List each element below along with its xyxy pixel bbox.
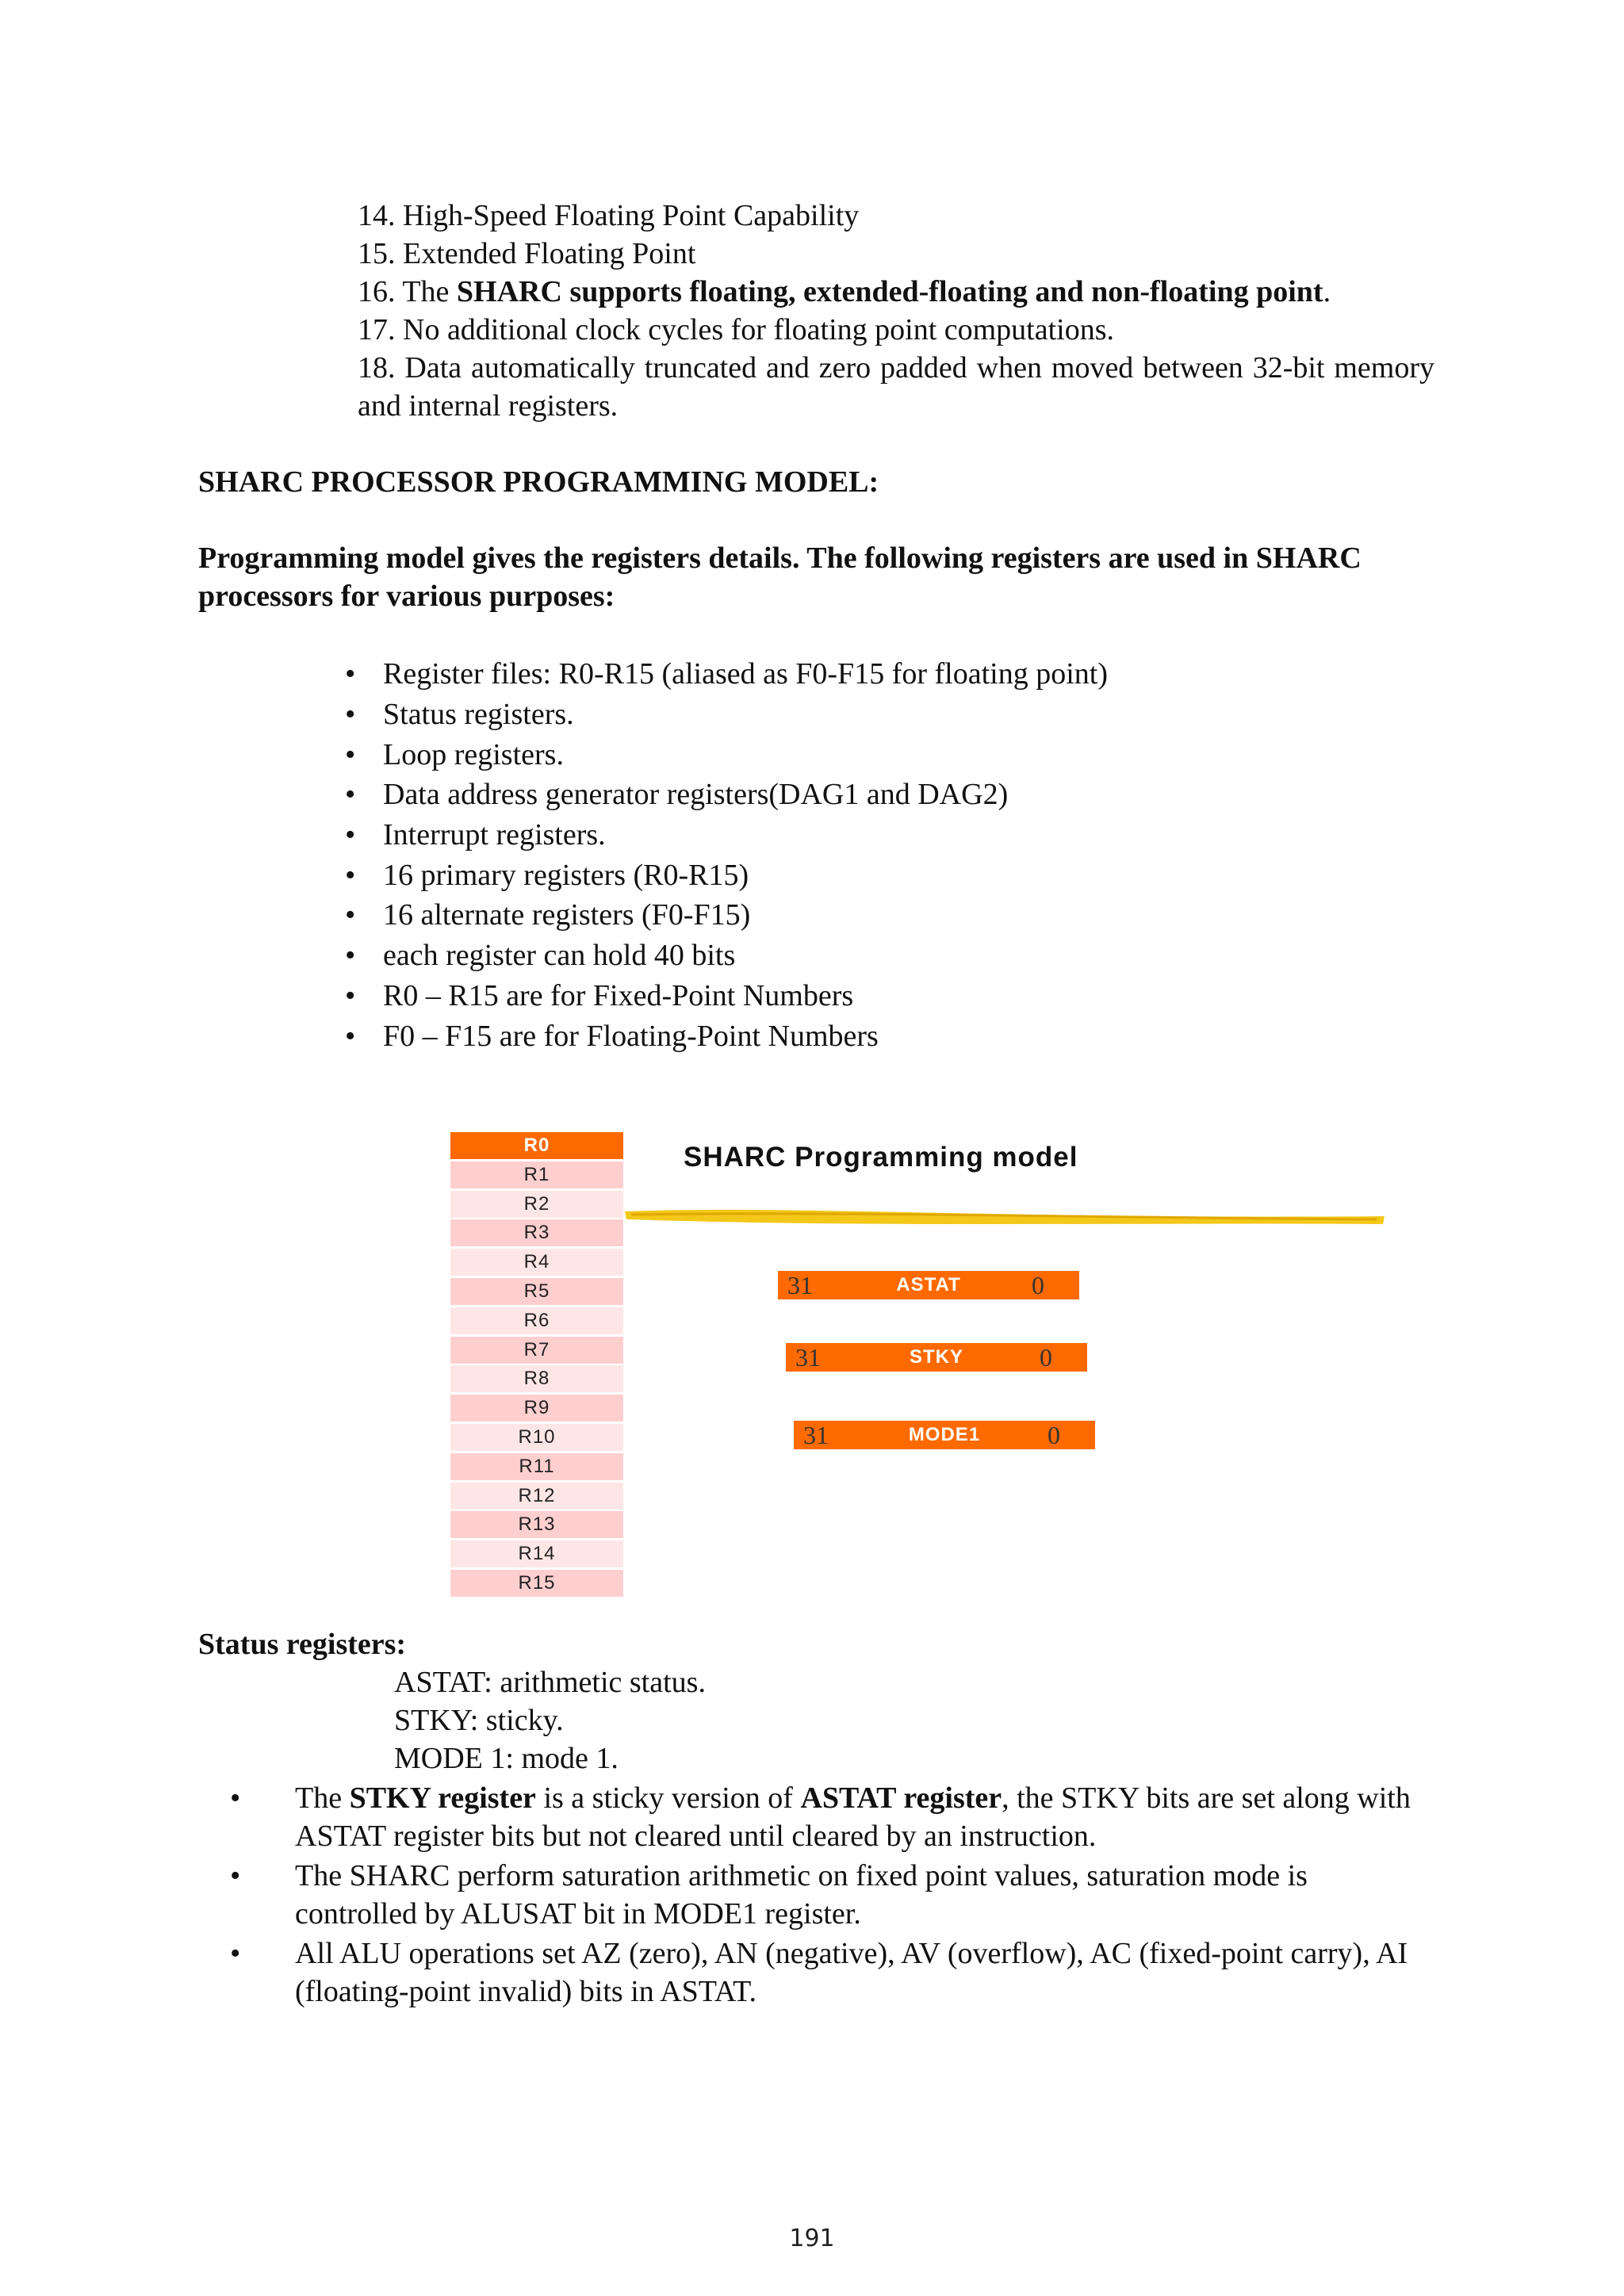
register-cell-r10: R10 [450,1424,623,1451]
register-cell-r4: R4 [450,1249,623,1276]
list-item: • Loop registers. [345,736,564,774]
list-item: • All ALU operations set AZ (zero), AN (negative), AV (overflow), AC (fixed-point carry), AI (floating-point invalid) bits in ASTAT. [230,1934,1419,2011]
register-cell-r13: R13 [450,1511,623,1538]
register-cell-r11: R11 [450,1453,623,1480]
register-cell-r14: R14 [450,1540,623,1567]
highlight-stroke-path [625,1210,1385,1224]
bullet-icon: • [345,979,356,1012]
mode1-register: 31 MODE1 0 [794,1421,1095,1449]
register-cell-r7: R7 [450,1337,623,1364]
list-item: • The SHARC perform saturation arithmetic on fixed point values, saturation mode is controlled by ALUSAT bit in MODE1 register. [230,1857,1419,1933]
bullet-icon: • [345,1020,356,1053]
bullet-icon: • [230,1781,241,1815]
list-item: • Interrupt registers. [345,816,606,854]
status-heading: Status registers: [198,1628,407,1661]
diagram-title: SHARC Programming model [684,1142,1078,1173]
list-item: • 16 alternate registers (F0-F15) [345,896,750,934]
astat-register: 31 ASTAT 0 [778,1271,1079,1299]
list-item: 14. High-Speed Floating Point Capability [358,199,860,232]
list-item: • Register files: R0-R15 (aliased as F0-F15 for floating point) [345,655,1108,693]
register-cell-r12: R12 [450,1483,623,1510]
list-item: 17. No additional clock cycles for floating point computations. [358,313,1115,346]
bullet-icon: • [230,1937,241,1970]
bullet-icon: • [345,859,356,892]
status-def: MODE 1: mode 1. [394,1742,619,1775]
list-item: • 16 primary registers (R0-R15) [345,856,749,894]
numbered-list [358,197,1434,425]
list-item: 16. The SHARC supports floating, extended-floating and non-floating point. [358,275,1331,308]
list-item: • R0 – R15 are for Fixed-Point Numbers [345,977,853,1015]
register-cell-r1: R1 [450,1161,623,1188]
register-cell-r15: R15 [450,1570,623,1597]
register-cell-r8: R8 [450,1365,623,1392]
bullet-icon: • [345,778,356,811]
status-def: STKY: sticky. [394,1704,564,1737]
list-item: • Data address generator registers(DAG1 and DAG2) [345,775,1008,813]
intro-paragraph: Programming model gives the registers details. The following registers are used in SHARC processors for various purposes: [198,541,1362,613]
status-def: ASTAT: arithmetic status. [394,1666,706,1699]
list-item: 15. Extended Floating Point [358,237,696,270]
list-item: • each register can hold 40 bits [345,936,735,974]
register-cell-r6: R6 [450,1307,623,1334]
bullet-icon: • [345,898,356,932]
register-cell-r5: R5 [450,1278,623,1305]
register-cell-r3: R3 [450,1219,623,1246]
list-item: 18. Data automatically truncated and zero padded when moved between 32-bit memory and internal registers. [358,351,1435,423]
bullet-icon: • [345,818,356,851]
bullet-icon: • [345,657,356,691]
register-cell-r0: R0 [450,1132,623,1159]
bullet-icon: • [230,1859,241,1892]
list-item: • The STKY register is a sticky version of ASTAT register, the STKY bits are set along with ASTAT register bits but not cleared until cleared by an instruction. [230,1779,1419,1855]
bullet-icon: • [345,738,356,771]
bullet-icon: • [345,698,356,731]
section-heading: SHARC PROCESSOR PROGRAMMING MODEL: [198,465,879,499]
page-number: 191 [789,2225,835,2252]
register-cell-r2: R2 [450,1191,623,1218]
list-item: • Status registers. [345,695,574,733]
bullet-icon: • [345,939,356,972]
programming-model-diagram [450,1132,1386,1608]
highlight-stroke [623,1196,1386,1235]
stky-register: 31 STKY 0 [786,1343,1087,1372]
list-item: • F0 – F15 are for Floating-Point Numbers [345,1017,879,1055]
register-cell-r9: R9 [450,1395,623,1422]
